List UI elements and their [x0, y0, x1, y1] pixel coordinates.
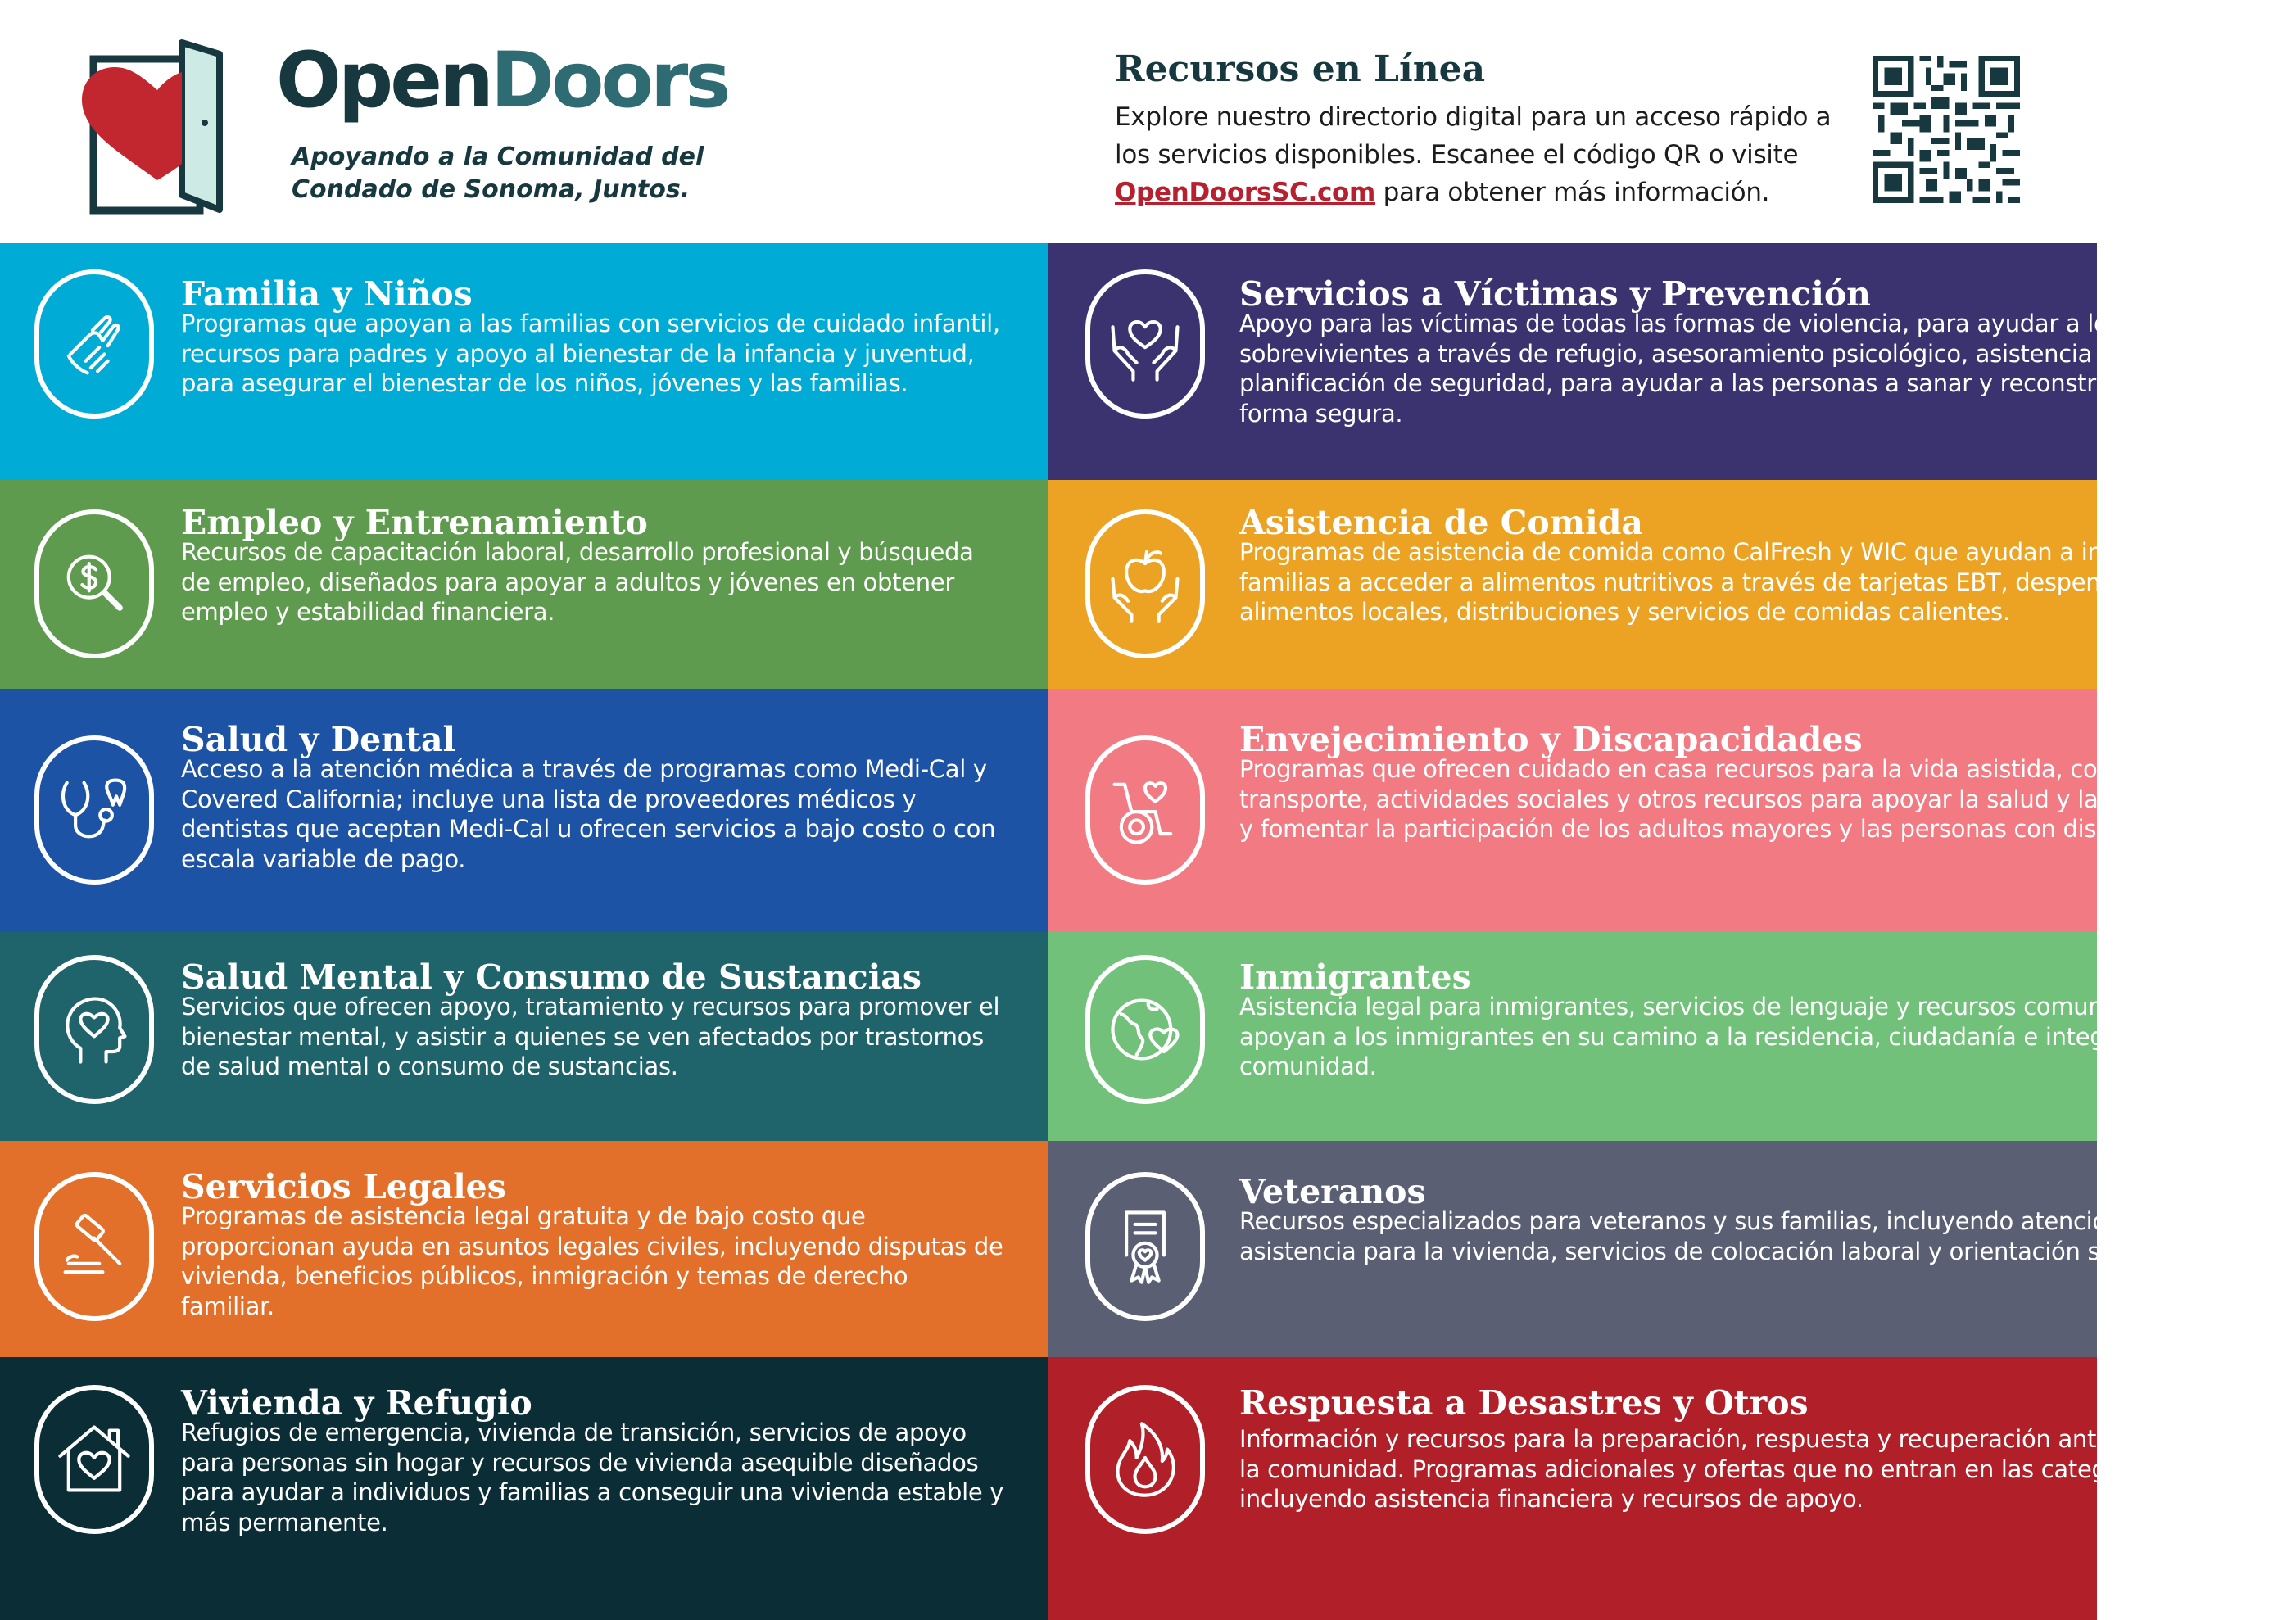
category-title: Servicios Legales	[181, 1167, 506, 1206]
category-title: Vivienda y Refugio	[181, 1383, 532, 1423]
category-description: Apoyo para las víctimas de todas las formas de violencia, para ayudar a los sobrevivientes a través de refugio, asesoramiento psicológico, asistencia legal y planificación de seguridad, para ayudar a las personas a sanar y reconstruir sus vidas de forma segura.	[1239, 310, 2279, 428]
helping-hands-icon	[52, 301, 137, 387]
category-description: Servicios que ofrecen apoyo, tratamiento y recursos para promover el bienestar mental, y asistir a quienes se ven afectados por trastornos de salud mental o consumo de sustancias.	[181, 993, 1000, 1080]
badge	[34, 735, 154, 885]
header	[0, 0, 2097, 243]
category-comida	[1048, 480, 2221, 689]
head-heart-icon	[52, 987, 137, 1072]
category-description: Asistencia legal para inmigrantes, servicios de lenguaje y recursos comunitarios que apoyan a los inmigrantes en su camino a la residencia, ciudadanía e integración en la comunidad.	[1239, 993, 2242, 1080]
category-envejecimiento	[1048, 689, 2278, 932]
brand-wordmark	[276, 36, 728, 125]
online-text-before: Explore nuestro directorio digital para un acceso rápido a los servicios disponibles. Escanee el código QR o visite	[1115, 102, 1832, 170]
gavel-icon	[52, 1204, 137, 1289]
badge	[34, 1385, 154, 1534]
category-description: Programas de asistencia legal gratuita y de bajo costo que proporcionan ayuda en asuntos legales civiles, incluyendo disputas de vivienda, beneficios públicos, inmigración y temas de derecho familiar.	[181, 1202, 1003, 1320]
category-title: Respuesta a Desastres y Otros	[1239, 1383, 1809, 1423]
dollar-search-icon	[52, 541, 137, 627]
category-description: Programas de asistencia de comida como CalFresh y WIC que ayudan a individuos y familias a acceder a alimentos nutritivos a través de tarjetas EBT, despensas de alimentos locales, distribuciones y servicios de comidas calientes.	[1239, 538, 2221, 626]
stethoscope-tooth-icon	[52, 767, 137, 853]
badge	[1085, 1172, 1205, 1321]
category-description: Refugios de emergencia, vivienda de transición, servicios de apoyo para personas sin hogar y recursos de vivienda asequible diseñados para ayudar a individuos y familias a conseguir una vivienda estable y más permanente.	[181, 1419, 1004, 1536]
apple-hands-icon	[1103, 541, 1188, 627]
certificate-medal-icon	[1103, 1204, 1188, 1289]
badge	[1085, 955, 1205, 1104]
category-title: Salud Mental y Consumo de Sustancias	[181, 957, 922, 997]
brand-word-doors: Doors	[490, 36, 728, 125]
badge	[1085, 735, 1205, 885]
category-victimas	[1048, 243, 2279, 480]
category-title: Servicios a Víctimas y Prevención	[1239, 274, 1871, 314]
qr-code-icon[interactable]	[1873, 56, 2020, 203]
badge	[34, 269, 154, 419]
category-title: Empleo y Entrenamiento	[181, 503, 648, 542]
category-description: Acceso a la atención médica a través de programas como Medi-Cal y Covered California; incluye una lista de proveedores médicos y dentistas que aceptan Medi-Cal u ofrecen servicios a bajo costo o con escala variable de pago.	[181, 755, 996, 873]
badge	[34, 955, 154, 1104]
badge	[34, 1172, 154, 1321]
category-title: Envejecimiento y Discapacidades	[1239, 720, 1863, 759]
badge	[1085, 509, 1205, 658]
hands-holding-heart-icon	[1103, 301, 1188, 387]
category-description: Programas que ofrecen cuidado en casa recursos para la vida asistida, comidas, transporte, actividades sociales y otros recursos para apoyar la salud y la independencia y fomentar la participación de los adultos mayores y las personas con discapacidades.	[1239, 755, 2278, 843]
fire-droplet-icon	[1103, 1417, 1188, 1502]
wheelchair-heart-icon	[1103, 767, 1188, 853]
online-resources-title: Recursos en Línea	[1115, 48, 1486, 90]
category-legales	[0, 1141, 1048, 1357]
brand-word-open: Open	[276, 36, 491, 125]
brand-tagline: Apoyando a la Comunidad del Condado de Sonoma, Juntos.	[292, 143, 704, 204]
category-vivienda	[0, 1357, 1048, 1620]
website-link[interactable]: OpenDoorsSC.com	[1115, 178, 1376, 207]
globe-heart-icon	[1103, 987, 1188, 1072]
online-resources-text	[1115, 98, 1852, 211]
category-description: Programas que apoyan a las familias con servicios de cuidado infantil, recursos para padres y apoyo al bienestar de la infancia y juventud, para asegurar el bienestar de los niños, jóvenes y las familias.	[181, 310, 1000, 397]
category-mental	[0, 932, 1048, 1141]
category-veteranos	[1048, 1141, 2285, 1357]
category-description: Recursos especializados para veteranos y sus familias, incluyendo atención médica, asistencia para la vivienda, servicios de colocación laboral y orientación sobre beneficios.	[1239, 1207, 2285, 1265]
category-title: Familia y Niños	[181, 274, 473, 314]
badge	[34, 509, 154, 658]
category-title: Veteranos	[1239, 1172, 1426, 1211]
category-title: Asistencia de Comida	[1239, 503, 1643, 542]
category-familia	[0, 243, 1048, 480]
open-door-heart-logo-icon	[75, 41, 231, 213]
category-title: Salud y Dental	[181, 720, 456, 759]
online-text-after: para obtener más información.	[1375, 178, 1770, 207]
category-desastres	[1048, 1357, 2291, 1620]
category-description: Recursos de capacitación laboral, desarrollo profesional y búsqueda de empleo, diseñados para apoyar a adultos y jóvenes en obtener empleo y estabilidad financiera.	[181, 538, 974, 626]
badge	[1085, 269, 1205, 419]
category-salud	[0, 689, 1048, 932]
badge	[1085, 1385, 1205, 1534]
category-description: Información y recursos para la preparación, respuesta y recuperación ante desastres para la comunidad. Programas adicionales y ofertas que no entran en las categorías listadas, incluyendo asistencia financiera y recursos de apoyo.	[1239, 1425, 2291, 1513]
category-inmigrantes	[1048, 932, 2242, 1141]
category-empleo	[0, 480, 1048, 689]
category-title: Inmigrantes	[1239, 957, 1471, 997]
house-heart-icon	[52, 1417, 137, 1502]
